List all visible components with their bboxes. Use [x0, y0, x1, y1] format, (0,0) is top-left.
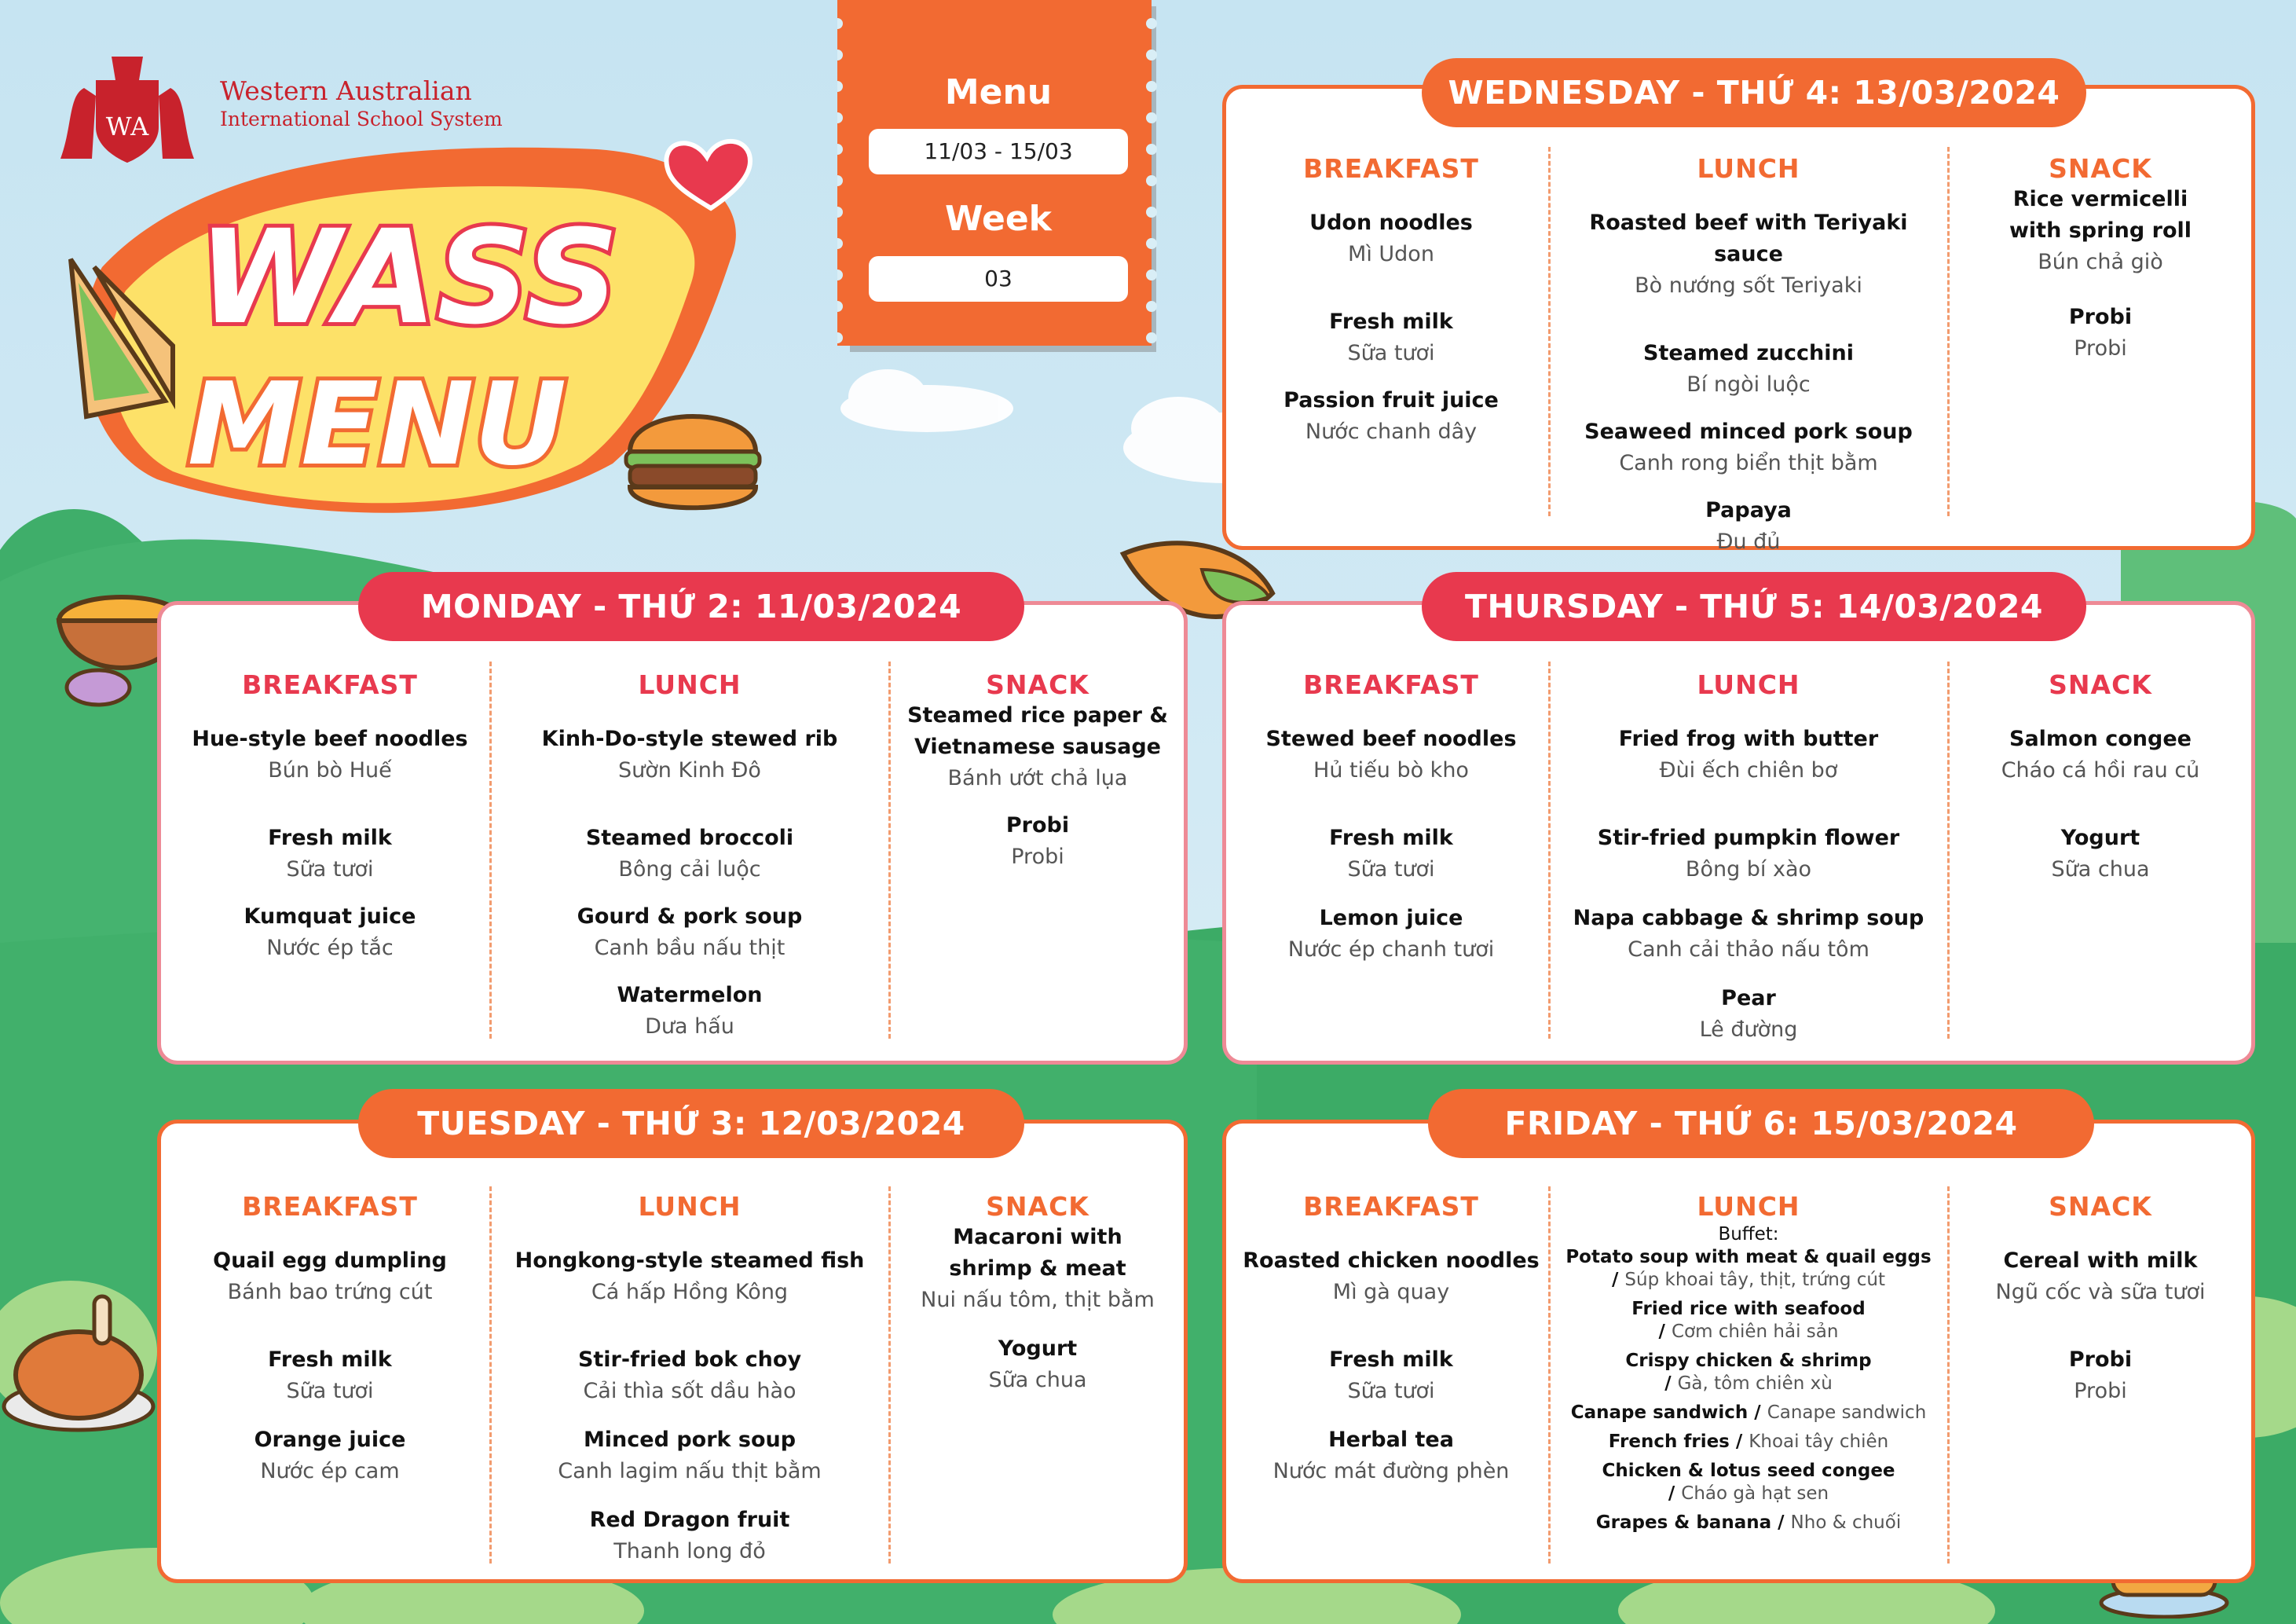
menu-item: Hongkong-style steamed fish	[514, 1248, 865, 1273]
menu-item: Steamed zucchini	[1643, 341, 1854, 365]
menu-item: Vietnamese sausage	[914, 735, 1161, 759]
menu-item-vi: Cơm chiên hải sản	[1671, 1322, 1839, 1342]
menu-item: Probi	[2068, 305, 2133, 329]
menu-item-vi: Đu đủ	[1716, 530, 1781, 554]
menu-item: Probi	[2068, 1347, 2133, 1372]
buffet-item	[1556, 1246, 1941, 1292]
menu-item: Kinh-Do-style stewed rib	[541, 727, 838, 751]
menu-item: Quail egg dumpling	[213, 1248, 447, 1273]
buffet-item	[1556, 1460, 1941, 1505]
separator: /	[1611, 1270, 1625, 1290]
menu-item-vi: Sữa tươi	[1347, 1379, 1435, 1403]
menu-item: Red Dragon fruit	[589, 1508, 790, 1532]
menu-item-vi: Gà, tôm chiên xù	[1677, 1373, 1833, 1394]
breakfast-column	[1242, 669, 1540, 966]
menu-item-vi: Cải thìa sốt dầu hào	[583, 1379, 796, 1403]
menu-item: with spring roll	[2009, 218, 2192, 243]
menu-item: Stir-fried bok choy	[577, 1347, 802, 1372]
breakfast-column	[1242, 153, 1540, 448]
menu-item: Canape sandwich	[1570, 1402, 1749, 1423]
breakfast-heading: BREAKFAST	[1303, 1191, 1479, 1222]
lunch-heading: LUNCH	[638, 1191, 742, 1222]
menu-item-vi: Bông bí xào	[1685, 857, 1812, 882]
school-name-line1: Western Australian	[220, 75, 472, 106]
menu-item-vi: Sữa tươi	[1347, 341, 1435, 365]
menu-item-vi: Bí ngòi luộc	[1686, 372, 1811, 397]
snack-column	[1955, 153, 2246, 365]
snack-column	[1955, 669, 2246, 885]
lunch-column	[1556, 669, 1941, 1046]
lunch-heading: LUNCH	[1697, 1191, 1800, 1222]
school-crest-logo	[49, 49, 206, 167]
lunch-column	[1556, 1191, 1941, 1534]
menu-item: Udon noodles	[1309, 211, 1473, 235]
buffet-item	[1556, 1298, 1941, 1344]
buffet-label: Buffet:	[1718, 1224, 1779, 1245]
menu-item-vi: Bò nướng sốt Teriyaki	[1635, 273, 1862, 298]
separator: /	[1771, 1512, 1791, 1533]
menu-item: Fresh milk	[1329, 826, 1453, 850]
menu-item: Roasted beef with Teriyaki sauce	[1589, 211, 1908, 266]
menu-item-vi: Dưa hấu	[645, 1014, 734, 1039]
menu-item: Gourd & pork soup	[577, 904, 803, 929]
menu-item-vi: Sữa tươi	[286, 1379, 374, 1403]
menu-item-vi: Bún bò Huế	[268, 758, 392, 783]
buffet-item	[1556, 1512, 1941, 1534]
lunch-heading: LUNCH	[638, 669, 742, 700]
buffet-item	[1556, 1431, 1941, 1454]
lunch-heading: LUNCH	[1697, 669, 1800, 700]
snack-heading: SNACK	[2049, 1191, 2152, 1222]
menu-item-vi: Bún chả giò	[2038, 250, 2163, 274]
title-wass: WASS	[198, 202, 619, 353]
menu-item: Papaya	[1705, 498, 1792, 522]
menu-item-vi: Hủ tiếu bò kho	[1313, 758, 1469, 783]
menu-item: French fries	[1608, 1432, 1730, 1452]
snack-heading: SNACK	[986, 669, 1089, 700]
day-title-friday: FRIDAY - THỨ 6: 15/03/2024	[1428, 1089, 2094, 1158]
menu-item: Herbal tea	[1328, 1428, 1454, 1452]
title-menu: MENU	[187, 358, 567, 491]
menu-item: Napa cabbage & shrimp soup	[1573, 906, 1924, 930]
menu-item-vi: Cháo gà hạt sen	[1681, 1483, 1829, 1504]
menu-item: Rice vermicelli	[2012, 187, 2188, 211]
menu-item: Salmon congee	[2009, 727, 2192, 751]
lunch-column	[1556, 153, 1941, 558]
breakfast-heading: BREAKFAST	[1303, 153, 1479, 184]
day-card-friday	[1222, 1120, 2255, 1583]
menu-item-vi: Súp khoai tây, thịt, trứng cút	[1624, 1270, 1886, 1290]
menu-item-vi: Nui nấu tôm, thịt bằm	[921, 1288, 1155, 1312]
breakfast-heading: BREAKFAST	[1303, 669, 1479, 700]
menu-item: Hue-style beef noodles	[192, 727, 468, 751]
menu-item: Pear	[1721, 986, 1776, 1010]
day-title-monday: MONDAY - THỨ 2: 11/03/2024	[358, 572, 1024, 641]
menu-item-vi: Lê đường	[1699, 1017, 1798, 1042]
menu-item-vi: Canh rong biển thịt bằm	[1619, 451, 1878, 475]
menu-item: Fried frog with butter	[1618, 727, 1879, 751]
snack-column	[1955, 1191, 2246, 1407]
menu-item: Steamed rice paper &	[907, 703, 1168, 728]
menu-item-vi: Mì Udon	[1348, 242, 1434, 266]
day-title-tuesday: TUESDAY - THỨ 3: 12/03/2024	[358, 1089, 1024, 1158]
menu-item-vi: Nước ép cam	[260, 1459, 400, 1483]
menu-item-vi: Canh lagim nấu thịt bằm	[558, 1459, 822, 1483]
menu-title	[173, 196, 723, 495]
menu-item-vi: Bánh ướt chả lụa	[947, 766, 1128, 790]
menu-item-vi: Sữa chua	[2051, 857, 2150, 882]
week-label: Week	[945, 199, 1052, 239]
menu-item-vi: Ngũ cốc và sữa tươi	[1995, 1280, 2206, 1304]
day-card-tuesday	[157, 1120, 1188, 1583]
buffet-item	[1556, 1350, 1941, 1395]
menu-item-vi: Bánh bao trứng cút	[227, 1280, 433, 1304]
day-title-wednesday: WEDNESDAY - THỨ 4: 13/03/2024	[1422, 58, 2086, 127]
menu-item-vi: Sữa tươi	[286, 857, 374, 882]
menu-item-vi: Nho & chuối	[1790, 1512, 1902, 1533]
menu-item: Passion fruit juice	[1283, 388, 1499, 412]
menu-item: Yogurt	[2060, 826, 2140, 850]
menu-item-vi: Khoai tây chiên	[1749, 1432, 1889, 1452]
menu-item: Stewed beef noodles	[1265, 727, 1517, 751]
roast-chicken-icon	[0, 1281, 165, 1438]
day-card-wednesday	[1222, 85, 2255, 554]
menu-item: Minced pork soup	[583, 1428, 796, 1452]
snack-column	[896, 1191, 1179, 1396]
menu-label: Menu	[944, 72, 1053, 112]
sandwich-icon	[55, 236, 189, 440]
menu-item: Macaroni with	[953, 1225, 1122, 1249]
menu-item: Chicken & lotus seed congee	[1602, 1461, 1895, 1481]
day-title-thursday: THURSDAY - THỨ 5: 14/03/2024	[1422, 572, 2086, 641]
day-card-thursday	[1222, 601, 2255, 1065]
menu-item-vi: Probi	[2074, 336, 2127, 361]
menu-item: Cereal with milk	[2003, 1248, 2198, 1273]
separator: /	[1668, 1483, 1682, 1504]
lunch-column	[497, 1191, 882, 1567]
breakfast-heading: BREAKFAST	[242, 669, 418, 700]
school-name-line2: International School System	[220, 108, 503, 130]
separator: /	[1748, 1402, 1767, 1423]
menu-item: Grapes & banana	[1595, 1512, 1772, 1533]
lunch-heading: LUNCH	[1697, 153, 1800, 184]
snack-column	[896, 669, 1179, 873]
breakfast-column	[177, 669, 483, 964]
day-card-monday	[157, 601, 1188, 1065]
snack-heading: SNACK	[2049, 669, 2152, 700]
snack-heading: SNACK	[986, 1191, 1089, 1222]
menu-item: shrimp & meat	[949, 1256, 1126, 1281]
menu-item-vi: Nước ép tắc	[266, 936, 394, 960]
menu-item: Orange juice	[254, 1428, 406, 1452]
menu-item-vi: Thanh long đỏ	[613, 1539, 766, 1564]
menu-item-vi: Nước chanh dây	[1305, 420, 1478, 444]
menu-item-vi: Canape sandwich	[1767, 1402, 1927, 1423]
breakfast-column	[1242, 1191, 1540, 1487]
crest-monogram: WA	[105, 112, 149, 141]
menu-item: Lemon juice	[1319, 906, 1463, 930]
menu-item: Stir-fried pumpkin flower	[1597, 826, 1900, 850]
menu-item-vi: Probi	[2074, 1379, 2127, 1403]
separator: /	[1658, 1322, 1672, 1342]
snack-heading: SNACK	[2049, 153, 2152, 184]
menu-item: Fresh milk	[268, 826, 392, 850]
menu-item-vi: Nước ép chanh tươi	[1287, 937, 1495, 962]
school-name	[220, 75, 503, 132]
menu-item-vi: Nước mát đường phèn	[1273, 1459, 1510, 1483]
week-tag	[837, 0, 1159, 355]
breakfast-column	[177, 1191, 483, 1487]
week-number: 03	[869, 256, 1128, 302]
menu-item-vi: Cháo cá hồi rau củ	[2001, 758, 2200, 783]
menu-item: Fresh milk	[1329, 310, 1453, 334]
menu-item-vi: Bông cải luộc	[618, 857, 761, 882]
menu-item-vi: Probi	[1011, 845, 1064, 869]
lunch-column	[497, 669, 882, 1043]
menu-item: Watermelon	[617, 983, 763, 1007]
menu-item: Yogurt	[998, 1336, 1078, 1361]
buffet-item	[1556, 1402, 1941, 1424]
menu-item: Steamed broccoli	[585, 826, 794, 850]
menu-item: Fried rice with seafood	[1631, 1299, 1866, 1319]
menu-item-vi: Mì gà quay	[1332, 1280, 1450, 1304]
menu-item-vi: Đùi ếch chiên bơ	[1659, 758, 1838, 783]
menu-item: Seaweed minced pork soup	[1584, 420, 1913, 444]
menu-item: Potato soup with meat & quail eggs	[1565, 1247, 1932, 1267]
menu-item: Probi	[1005, 813, 1070, 838]
menu-item-vi: Canh cải thảo nấu tôm	[1628, 937, 1869, 962]
menu-item-vi: Sườn Kinh Đô	[618, 758, 761, 783]
menu-item-vi: Sữa chua	[988, 1368, 1087, 1392]
separator: /	[1729, 1432, 1749, 1452]
menu-item: Fresh milk	[1329, 1347, 1453, 1372]
menu-item-vi: Canh bầu nấu thịt	[594, 936, 785, 960]
menu-item-vi: Cá hấp Hồng Kông	[591, 1280, 789, 1304]
menu-item: Fresh milk	[268, 1347, 392, 1372]
menu-item: Kumquat juice	[244, 904, 416, 929]
menu-item-vi: Sữa tươi	[1347, 857, 1435, 882]
menu-item: Roasted chicken noodles	[1243, 1248, 1540, 1273]
menu-date-range: 11/03 - 15/03	[869, 129, 1128, 174]
separator: /	[1664, 1373, 1678, 1394]
breakfast-heading: BREAKFAST	[242, 1191, 418, 1222]
menu-item: Crispy chicken & shrimp	[1625, 1351, 1872, 1371]
